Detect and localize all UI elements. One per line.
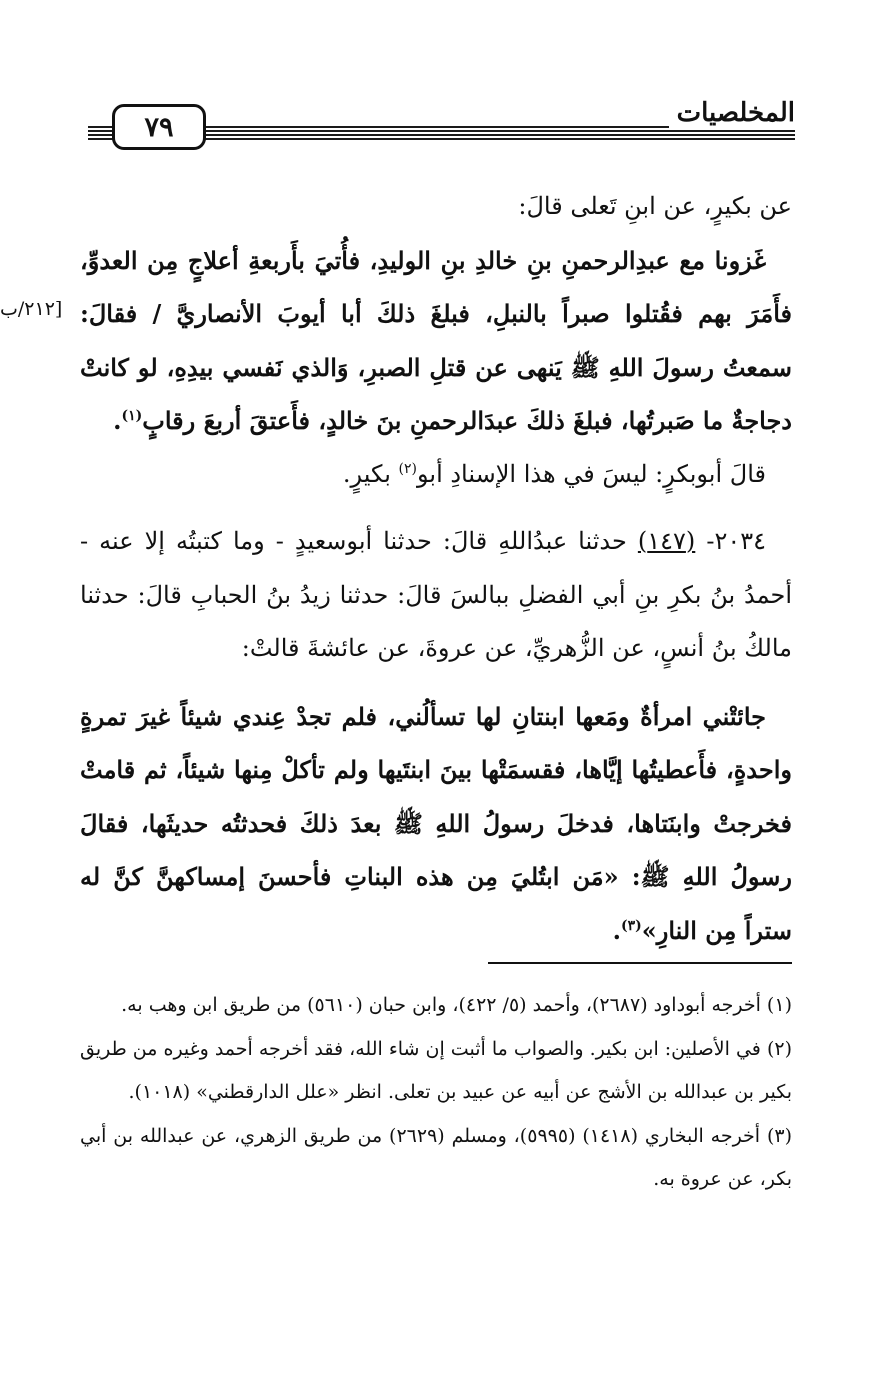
running-title: المخلصيات bbox=[669, 98, 795, 128]
hadith-ref-number: (١٤٧) bbox=[637, 527, 696, 555]
main-text bbox=[80, 180, 792, 957]
hadith-chain-2034: ٢٠٣٤- (١٤٧) حدثنا عبدُاللهِ قالَ: حدثنا أبوسعيدٍ - وما كتبتُه إلا عنه - أحمدُ بنُ بكرِ بنِ أبي الفضلِ ببالسَ قالَ: حدثنا زيدُ بنُ الحبابِ قالَ: حدثنا مالكُ بنُ أنسٍ، عن الزُّهريِّ، عن عروةَ، عن عائشةَ قالتْ: bbox=[80, 527, 792, 662]
page-header bbox=[0, 96, 885, 166]
page-number: ٧٩ bbox=[144, 111, 174, 143]
hadith-number: ٢٠٣٤- bbox=[706, 527, 766, 555]
footnote-3: (٣) أخرجه البخاري (١٤١٨) (٥٩٩٥)، ومسلم (٢٦٢٩) من طريق الزهري، عن عبدالله بن أبي بكر، عن عروة به. bbox=[80, 1124, 792, 1190]
footnote-separator bbox=[488, 962, 792, 964]
footnote-ref-3: (٣) bbox=[620, 917, 642, 934]
footnote-1: (١) أخرجه أبوداود (٢٦٨٧)، وأحمد (٥/ ٤٢٢)، وابن حبان (٥٦١٠) من طريق ابن وهب به. bbox=[121, 994, 792, 1016]
footnotes bbox=[80, 984, 792, 1202]
isnad-line: عن بكيرٍ، عن ابنِ تَعلى قالَ: bbox=[518, 192, 792, 220]
footnote-ref-1: (١) bbox=[121, 408, 143, 424]
footnote-2: (٢) في الأصلين: ابن بكير. والصواب ما أثبت إن شاء الله، فقد أخرجه أحمد وغيره من طريق بكير بن عبدالله بن الأشج عن أبيه عن عبيد بن تعلى. انظر «علل الدارقطني» (١٠١٨). bbox=[80, 1037, 792, 1103]
footnote-ref-2: (٢) bbox=[398, 460, 417, 477]
editor-remark: قالَ أبوبكرٍ: ليسَ في هذا الإسنادِ أبو$^{(٢)}$ بكيرٍ. bbox=[342, 459, 766, 488]
manuscript-folio-note: [٢١٢/ب bbox=[0, 298, 63, 320]
hadith-text-1: غَزونا مع عبدِالرحمنِ بنِ خالدِ بنِ الوليدِ، فأُتيَ بأَربعةِ أعلاجٍ مِن العدوِّ، فأَمَرَ بهم فقُتلوا صبراً بالنبلِ، فبلغَ ذلكَ أبا أيوبَ الأنصاريَّ / فقالَ: سمعتُ رسولَ اللهِ ﷺ يَنهى عن قتلِ الصبرِ، وَالذي نَفسي بيدِهِ، لو كانتْ دجاجةٌ ما صَبرتُها، فبلغَ ذلكَ عبدَالرحمنِ بنَ خالدٍ، فأَعتقَ أربعَ رقابٍ$^{(١)}$. bbox=[80, 245, 792, 435]
hadith-text-2: جائتْني امرأةٌ ومَعها ابنتانِ لها تسألُني، فلم تجدْ عِندي شيئاً غيرَ تمرةٍ واحدةٍ، فأَعطيتُها إيَّاها، فقسمَتْها بينَ ابنتَيها ولم تأكلْ مِنها شيئاً، ثم قامتْ فخرجتْ وابنَتاها، فدخلَ رسولُ اللهِ ﷺ بعدَ ذلكَ فحدثتُه حديثَها، فقالَ رسولُ اللهِ ﷺ: «مَن ابتُليَ مِن هذه البناتِ فأحسنَ إمساكهنَّ كنَّ له ستراً مِن النارِ»$^{(٣)}$. bbox=[80, 701, 792, 945]
page-number-box bbox=[112, 104, 206, 150]
